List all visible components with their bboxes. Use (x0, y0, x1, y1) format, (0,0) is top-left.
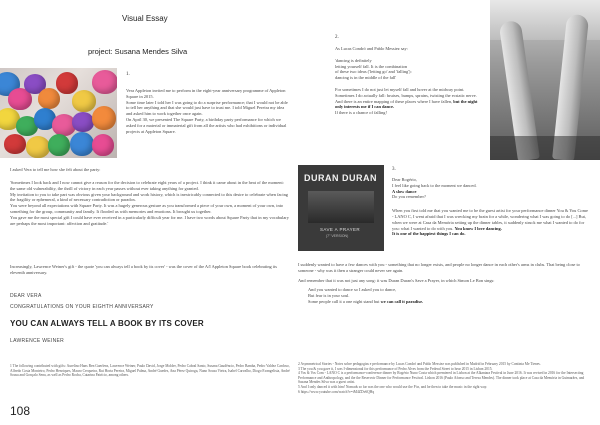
balloons-photo (0, 68, 117, 158)
letter-signature: LAWRENCE WEINER (10, 338, 65, 344)
col3-bold-text: It is one of the happiest things I can do. (392, 231, 466, 237)
right-paragraph: I suddenly wanted to have a few dances with you - something that no longer exists, and people no longer dance in each other's arms in clubs. That being close to someone - why was it then a stranger could never see again. (298, 262, 580, 273)
letter-salutation: DEAR VERA (10, 293, 42, 299)
col3-line: Do you remember? (392, 194, 426, 200)
col3-paragraph-text: When you first told me that you wanted me to be the guest artist for your performance dinner You & You Come - LANO C, I went afraid that I was wrecking my brain for a while, wondering what I was going to do [...] But, when we were at Casa da Memória setting up the dinner tables, it suddenly struck me what I wanted to do for you: what I wanted to do with you. (392, 208, 588, 231)
footnote: 4 Vos & Vos Com - LANO C is a performance-conference dinner by Rogério Nuno Costa which premiered in Lisbon at the Alkantara Festival in June 2016. It was revised in 2016 for the Intersecting Performance and Anthropology, and the the Reservoir Dinner for Performance Festival. Lisbon 2016 (Paulo Afonso and Teresa Mendes). The dinner took place at Casa da Memória in Guimarães, and Susana Mendes Silva was a guest artist. (298, 371, 585, 385)
col3-line: I feel like going back to the moment we danced. (392, 182, 477, 188)
section-title: Visual Essay (122, 14, 168, 23)
col2-paragraph: If there is a chance of falling! (335, 110, 387, 116)
quote-line: dancing is in the middle of the fall' (335, 75, 397, 81)
letter-congrats: CONGRATULATIONS ON YOUR EIGHTH ANNIVERSARY (10, 304, 154, 310)
section-number-1: 1. (126, 72, 130, 77)
quote-line: 'dancing is definitely (335, 57, 372, 63)
vera-quote-paragraph: My invitation to you to take part was obvious given your background and work history, which is inextricably connected to this desire to celebrate when facing the fragility or ephemeral, a kind of necessary contradiction or paradox. (10, 191, 288, 203)
col3-salutation: Dear Rogério, (392, 177, 417, 182)
section-number-3: 3. (392, 167, 396, 172)
quote-line: of these two ideas ('letting go' and 'falling'): (335, 69, 412, 75)
lyric-text: Some people call it a one night stand but (308, 298, 380, 304)
quote-line: letting yourself fall. It is the combination (335, 63, 408, 69)
col3-bold-text: A slow dance (392, 188, 417, 194)
col2-paragraph (335, 99, 485, 111)
vera-quote (10, 180, 290, 226)
lyric-line: But fear is in your soul. (308, 293, 350, 299)
footnote: 5 And I only danced it with him! Nomads so far was the one who would use the P in, and he then to take the music in the right way. (298, 384, 488, 389)
col1-paragraph: Some time later I told her I was going to do a surprise performance; that I would not be able to tell her anything and that she would just have to trust me. I told Miguel Pereira my idea and asked him to work together once again. (126, 99, 288, 117)
vera-intro: I asked Vera to tell me how she felt about the party: (10, 167, 101, 172)
col2-intro: As Lucas Condró and Pablo Messiez say: (335, 46, 408, 51)
vera-quote-paragraph: You were beyond all expectations with Square Party. It was a hugely generous gesture as you transformed a piece of your own, a moment of your own, into something for the group, community and family. It flooded us with memories and emotions. It brought us together. (10, 203, 284, 214)
footnote: 6 https://www.youtube.com/watch?v=iM4ZDv6QHq (298, 389, 375, 394)
footnote: 2 Asymmetrical Stories - Notes sobre pedagogias e performance by Lucas Condró and Pablo Messiez was published in Madrid in February 2015 by Continta Me Tienes. (298, 362, 541, 366)
weiner-paragraph: Increasingly, Lawrence Weiner's gift - the quote 'you can always tell a book by its cover' - was the cover of the A/I Appleton Square book celebrating its eleventh anniversary. (10, 264, 277, 275)
section-number-2: 2. (335, 35, 339, 40)
col3-bold (392, 231, 590, 237)
col2-para3-bold: but the night only interests me if I can dance. (335, 98, 478, 110)
footnote: 3 The you & you gave it, I was I-dimensional for this performance of Pedro Alves from the Federal Street to hear 2015 in Lisbon 2015. (298, 366, 493, 371)
lyric-bold: we can call it paradise. (380, 298, 424, 304)
album-band: DURAN DURAN (304, 173, 377, 183)
col2-text (335, 46, 485, 116)
album-subtitle: (7" VERSION) (326, 234, 349, 238)
vera-quote-paragraph: You gave me the most special gift I could have ever received in a particularly difficult year for me. I have two words about Square Party that in my vocabulary are perhaps the most important: affection and gratitude.' (10, 214, 289, 226)
album-cover (298, 165, 384, 251)
letter-headline: YOU CAN ALWAYS TELL A BOOK BY ITS COVER (10, 319, 204, 328)
album-title: SAVE A PRAYER (320, 227, 361, 232)
lyric-line (298, 299, 590, 305)
album-artwork (308, 191, 374, 223)
vera-quote-paragraph: 'Sometimes I look back and I now cannot give a reason for the decision to celebrate eight years of a project. I think it came about in the heat of the moment: the same old vulnerability, the thrill of victory in each year passes without ever taking anything for granted. (10, 180, 284, 191)
col1-paragraph: Vera Appleton invited me to perform in the eight-year anniversary programme of Appleton Square in 2015. (126, 88, 286, 99)
right-body (298, 262, 590, 305)
col2-paragraph: For sometimes I do not just let myself fall and hover at the midway point. (335, 86, 465, 92)
left-footnote: 1 The following contributed with gifts: Aurelino Hans Ben Guerlens, Lawrence Weiner, Paulo David, Jorge Molder, Pedro Cabral Santo, Susana Gaudêncio, Pedro Bamba, Pedro Valdez Cardoso, Alfredo Costa Monteiro, Pedro Henriques, Mauro Cerqueira, Rui Horta Pereira, Miguel Palma, André Guedes, Ana Pérez Quiroga, Nuno Sousa Vieira, Isabel Carvalho, Diogo Evangelista, André Sousa and Gonçalo Sena, as well as Pedro Rocha, Catarina Patrício, among others. (10, 364, 290, 378)
col3-paragraph (392, 208, 590, 231)
col3-bold-text: You know I love dancing. (454, 225, 502, 231)
col1-paragraph: On April 30, we presented The Square Party, a birthday party performance for which we asked for a material or immaterial gift from all the artists who had exhibitions or individual projects at Appleton Square. (126, 116, 287, 134)
right-footnotes (298, 362, 590, 394)
col3-text (392, 177, 590, 237)
page-number: 108 (10, 404, 31, 418)
col1-text (126, 88, 289, 134)
lyric-line: And you wanted to dance so I asked you to dance, (308, 287, 397, 293)
right-paragraph: And remember that it was not just any song: it was Duran Duran's Save a Prayer, in which Simon Le Bon sings: (298, 277, 495, 283)
legs-photo (490, 0, 600, 160)
project-title: project: Susana Mendes Silva (88, 47, 188, 56)
col2-para3-text: And there is an entire mapping of these places where I have fallen, (335, 98, 453, 104)
col2-paragraph: Sometimes I do actually fall: bruises, bumps, sprains, twisting the ecstatic nerve. (335, 92, 477, 98)
